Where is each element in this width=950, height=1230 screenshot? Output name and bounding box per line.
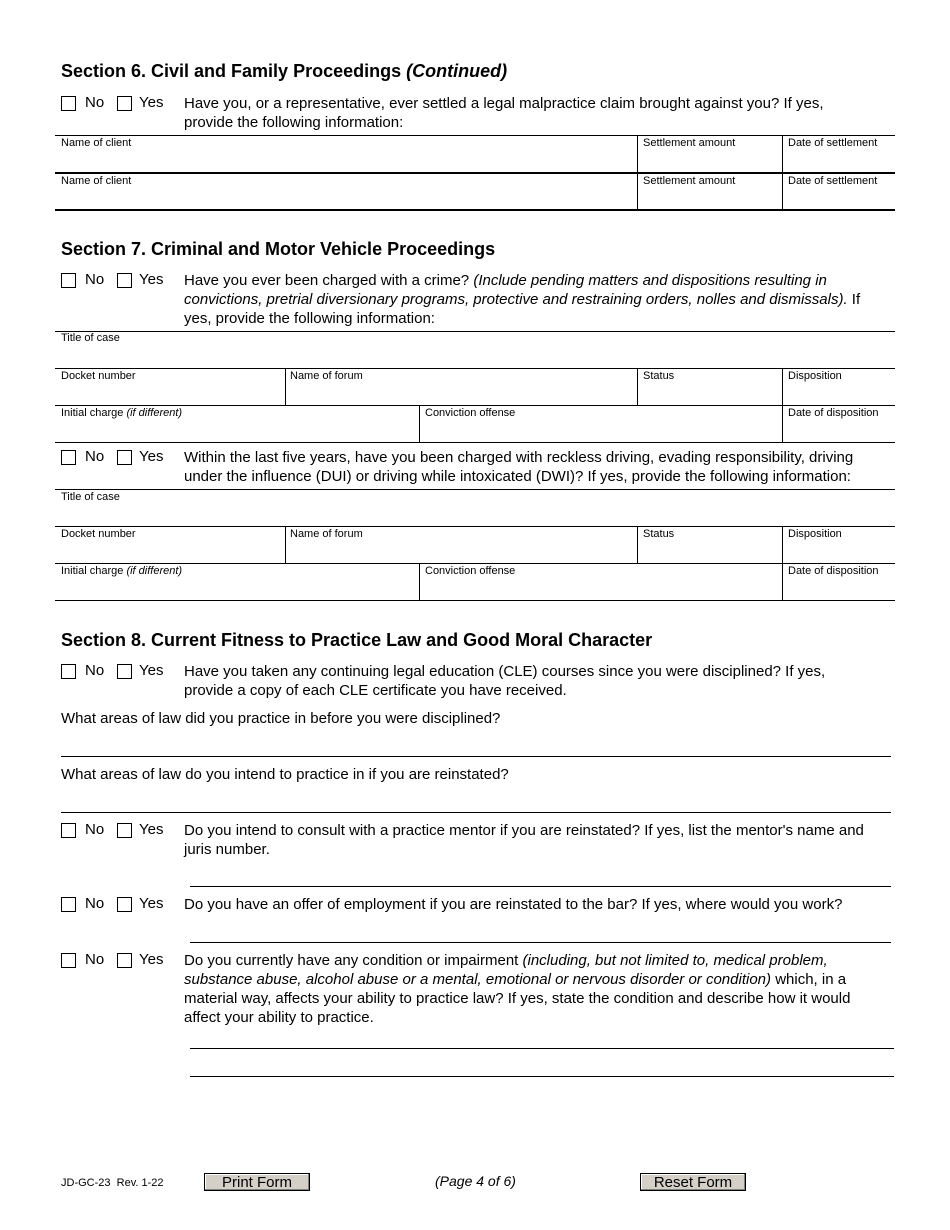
s6-q1-no-label: No xyxy=(85,94,105,111)
mentor-field[interactable] xyxy=(190,864,891,886)
s7-q1-yes-label: Yes xyxy=(139,271,164,288)
divider xyxy=(55,442,895,443)
areas-before-field[interactable] xyxy=(61,733,891,755)
s8-areas-future-text: What areas of law do you intend to practice in if you are reinstated? xyxy=(61,766,509,783)
date-of-settlement-field[interactable] xyxy=(783,150,894,170)
s8-mentor-no-checkbox[interactable] xyxy=(61,823,76,838)
date-of-disposition-label: Date of disposition xyxy=(788,407,879,419)
disposition-label: Disposition xyxy=(788,370,842,382)
initial-charge-field[interactable] xyxy=(56,420,418,440)
name-of-client-field[interactable] xyxy=(56,188,636,208)
section-6-title: Section 6. Civil and Family Proceedings xyxy=(61,61,402,81)
initial-charge-text: Initial charge xyxy=(61,565,124,577)
name-of-client-label: Name of client xyxy=(61,137,132,149)
s7-q1-tail: If yes, provide the following information: xyxy=(184,291,861,327)
s7-q1-text xyxy=(184,271,884,328)
areas-future-field[interactable] xyxy=(61,789,891,811)
docket-number-field[interactable] xyxy=(56,383,284,403)
s7-q1-no-checkbox[interactable] xyxy=(61,273,76,288)
s6-q1-no-checkbox[interactable] xyxy=(61,96,76,111)
divider xyxy=(61,812,891,813)
divider xyxy=(55,405,895,406)
s8-employment-no-checkbox[interactable] xyxy=(61,897,76,912)
divider xyxy=(55,368,895,369)
initial-charge-label xyxy=(61,565,182,577)
s8-cle-no-label: No xyxy=(85,662,105,679)
status-label: Status xyxy=(643,370,675,382)
condition-field-line-2[interactable] xyxy=(190,1054,894,1076)
s8-cle-yes-label: Yes xyxy=(139,662,164,679)
divider xyxy=(55,172,895,174)
s7-q1-no-label: No xyxy=(85,271,105,288)
initial-charge-note: (if different) xyxy=(126,407,183,419)
form-revision: Rev. 1-22 xyxy=(116,1177,164,1189)
disposition-label: Disposition xyxy=(788,528,842,540)
divider xyxy=(55,331,895,332)
s6-q1-yes-checkbox[interactable] xyxy=(117,96,132,111)
title-of-case-label: Title of case xyxy=(61,332,120,344)
s7-q2-no-checkbox[interactable] xyxy=(61,450,76,465)
section-6-heading xyxy=(61,61,507,82)
name-of-forum-label: Name of forum xyxy=(290,370,363,382)
date-of-settlement-label: Date of settlement xyxy=(788,175,878,187)
name-of-client-label: Name of client xyxy=(61,175,132,187)
title-of-case-label: Title of case xyxy=(61,491,120,503)
initial-charge-text: Initial charge xyxy=(61,407,124,419)
status-field[interactable] xyxy=(638,383,781,403)
divider xyxy=(190,942,891,943)
divider xyxy=(55,526,895,527)
section-7-title: Section 7. Criminal and Motor Vehicle Proceedings xyxy=(61,239,496,259)
print-form-button[interactable]: Print Form xyxy=(204,1173,310,1191)
name-of-forum-label: Name of forum xyxy=(290,528,363,540)
s7-q2-no-label: No xyxy=(85,448,105,465)
s7-q2-yes-label: Yes xyxy=(139,448,164,465)
s8-condition-lead: Do you currently have any condition or impairment xyxy=(184,952,519,969)
title-of-case-field[interactable] xyxy=(56,504,894,524)
name-of-forum-field[interactable] xyxy=(286,383,636,403)
initial-charge-note: (if different) xyxy=(126,565,183,577)
divider xyxy=(55,209,895,211)
s8-cle-yes-checkbox[interactable] xyxy=(117,664,132,679)
settlement-amount-label: Settlement amount xyxy=(643,137,736,149)
date-of-disposition-field[interactable] xyxy=(783,420,894,440)
s7-q2-yes-checkbox[interactable] xyxy=(117,450,132,465)
conviction-offense-field[interactable] xyxy=(420,578,781,598)
divider xyxy=(55,489,895,490)
conviction-offense-label: Conviction offense xyxy=(425,407,516,419)
date-of-disposition-field[interactable] xyxy=(783,578,894,598)
s8-condition-text xyxy=(184,951,884,1027)
status-field[interactable] xyxy=(638,541,781,561)
reset-form-button[interactable]: Reset Form xyxy=(640,1173,746,1191)
docket-number-field[interactable] xyxy=(56,541,284,561)
s8-cle-text: Have you taken any continuing legal education (CLE) courses since you were disciplined? If yes, provide a copy of each CLE certificate you have received. xyxy=(184,663,826,699)
form-id xyxy=(61,1177,164,1189)
date-of-settlement-label: Date of settlement xyxy=(788,137,878,149)
docket-number-label: Docket number xyxy=(61,528,136,540)
name-of-client-field[interactable] xyxy=(56,150,636,170)
date-of-disposition-label: Date of disposition xyxy=(788,565,879,577)
s8-areas-before-text: What areas of law did you practice in before you were disciplined? xyxy=(61,710,501,727)
employment-field[interactable] xyxy=(190,920,891,942)
s7-q1-lead: Have you ever been charged with a crime? xyxy=(184,272,470,289)
s8-mentor-text: Do you intend to consult with a practice mentor if you are reinstated? If yes, list the mentor's name and juris number. xyxy=(184,822,864,858)
s8-condition-no-label: No xyxy=(85,951,105,968)
s7-q2-text: Within the last five years, have you been charged with reckless driving, evading responsibility, driving under the influence (DUI) or driving while intoxicated (DWI)? If yes, provide the following information: xyxy=(184,449,854,485)
divider xyxy=(55,600,895,601)
form-id-code: JD-GC-23 xyxy=(61,1177,111,1189)
s8-condition-no-checkbox[interactable] xyxy=(61,953,76,968)
s8-condition-tail: which, in a material way, affects your ability to practice law? If yes, state the condition and describe how it would affect your ability to practice. xyxy=(184,971,851,1026)
s8-condition-italic: (including, but not limited to, medical problem, substance abuse, alcohol abuse or a mental, emotional or nervous disorder or condition) xyxy=(184,952,828,988)
s6-q1-yes-label: Yes xyxy=(139,94,164,111)
s7-q1-yes-checkbox[interactable] xyxy=(117,273,132,288)
disposition-field[interactable] xyxy=(783,541,894,561)
s7-q1-italic: (Include pending matters and dispositions resulting in convictions, pretrial diversionary programs, protective and restraining orders, nolles and dismissals). xyxy=(184,272,848,308)
divider xyxy=(190,1076,894,1077)
divider xyxy=(55,563,895,564)
s8-condition-yes-checkbox[interactable] xyxy=(117,953,132,968)
settlement-amount-field[interactable] xyxy=(638,188,781,208)
s8-mentor-yes-label: Yes xyxy=(139,821,164,838)
section-6-title-suffix: (Continued) xyxy=(406,61,508,81)
date-of-settlement-field[interactable] xyxy=(783,188,894,208)
initial-charge-field[interactable] xyxy=(56,578,418,598)
s8-mentor-yes-checkbox[interactable] xyxy=(117,823,132,838)
s8-employment-yes-label: Yes xyxy=(139,895,164,912)
conviction-offense-label: Conviction offense xyxy=(425,565,516,577)
name-of-forum-field[interactable] xyxy=(286,541,636,561)
condition-field-line-1[interactable] xyxy=(190,1026,894,1048)
settlement-amount-label: Settlement amount xyxy=(643,175,736,187)
s8-employment-text: Do you have an offer of employment if you are reinstated to the bar? If yes, where would you work? xyxy=(184,896,843,913)
divider xyxy=(190,886,891,887)
s8-mentor-no-label: No xyxy=(85,821,105,838)
title-of-case-field[interactable] xyxy=(56,346,894,366)
conviction-offense-field[interactable] xyxy=(420,420,781,440)
s8-cle-no-checkbox[interactable] xyxy=(61,664,76,679)
status-label: Status xyxy=(643,528,675,540)
disposition-field[interactable] xyxy=(783,383,894,403)
s8-condition-yes-label: Yes xyxy=(139,951,164,968)
divider xyxy=(190,1048,894,1049)
page-indicator: (Page 4 of 6) xyxy=(435,1173,516,1189)
settlement-amount-field[interactable] xyxy=(638,150,781,170)
divider xyxy=(55,135,895,136)
s8-employment-yes-checkbox[interactable] xyxy=(117,897,132,912)
section-8-title: Section 8. Current Fitness to Practice Law and Good Moral Character xyxy=(61,630,653,650)
divider xyxy=(61,756,891,757)
s8-employment-no-label: No xyxy=(85,895,105,912)
docket-number-label: Docket number xyxy=(61,370,136,382)
initial-charge-label xyxy=(61,407,182,419)
s6-q1-text: Have you, or a representative, ever settled a legal malpractice claim brought against you? If yes, provide the following information: xyxy=(184,95,824,131)
